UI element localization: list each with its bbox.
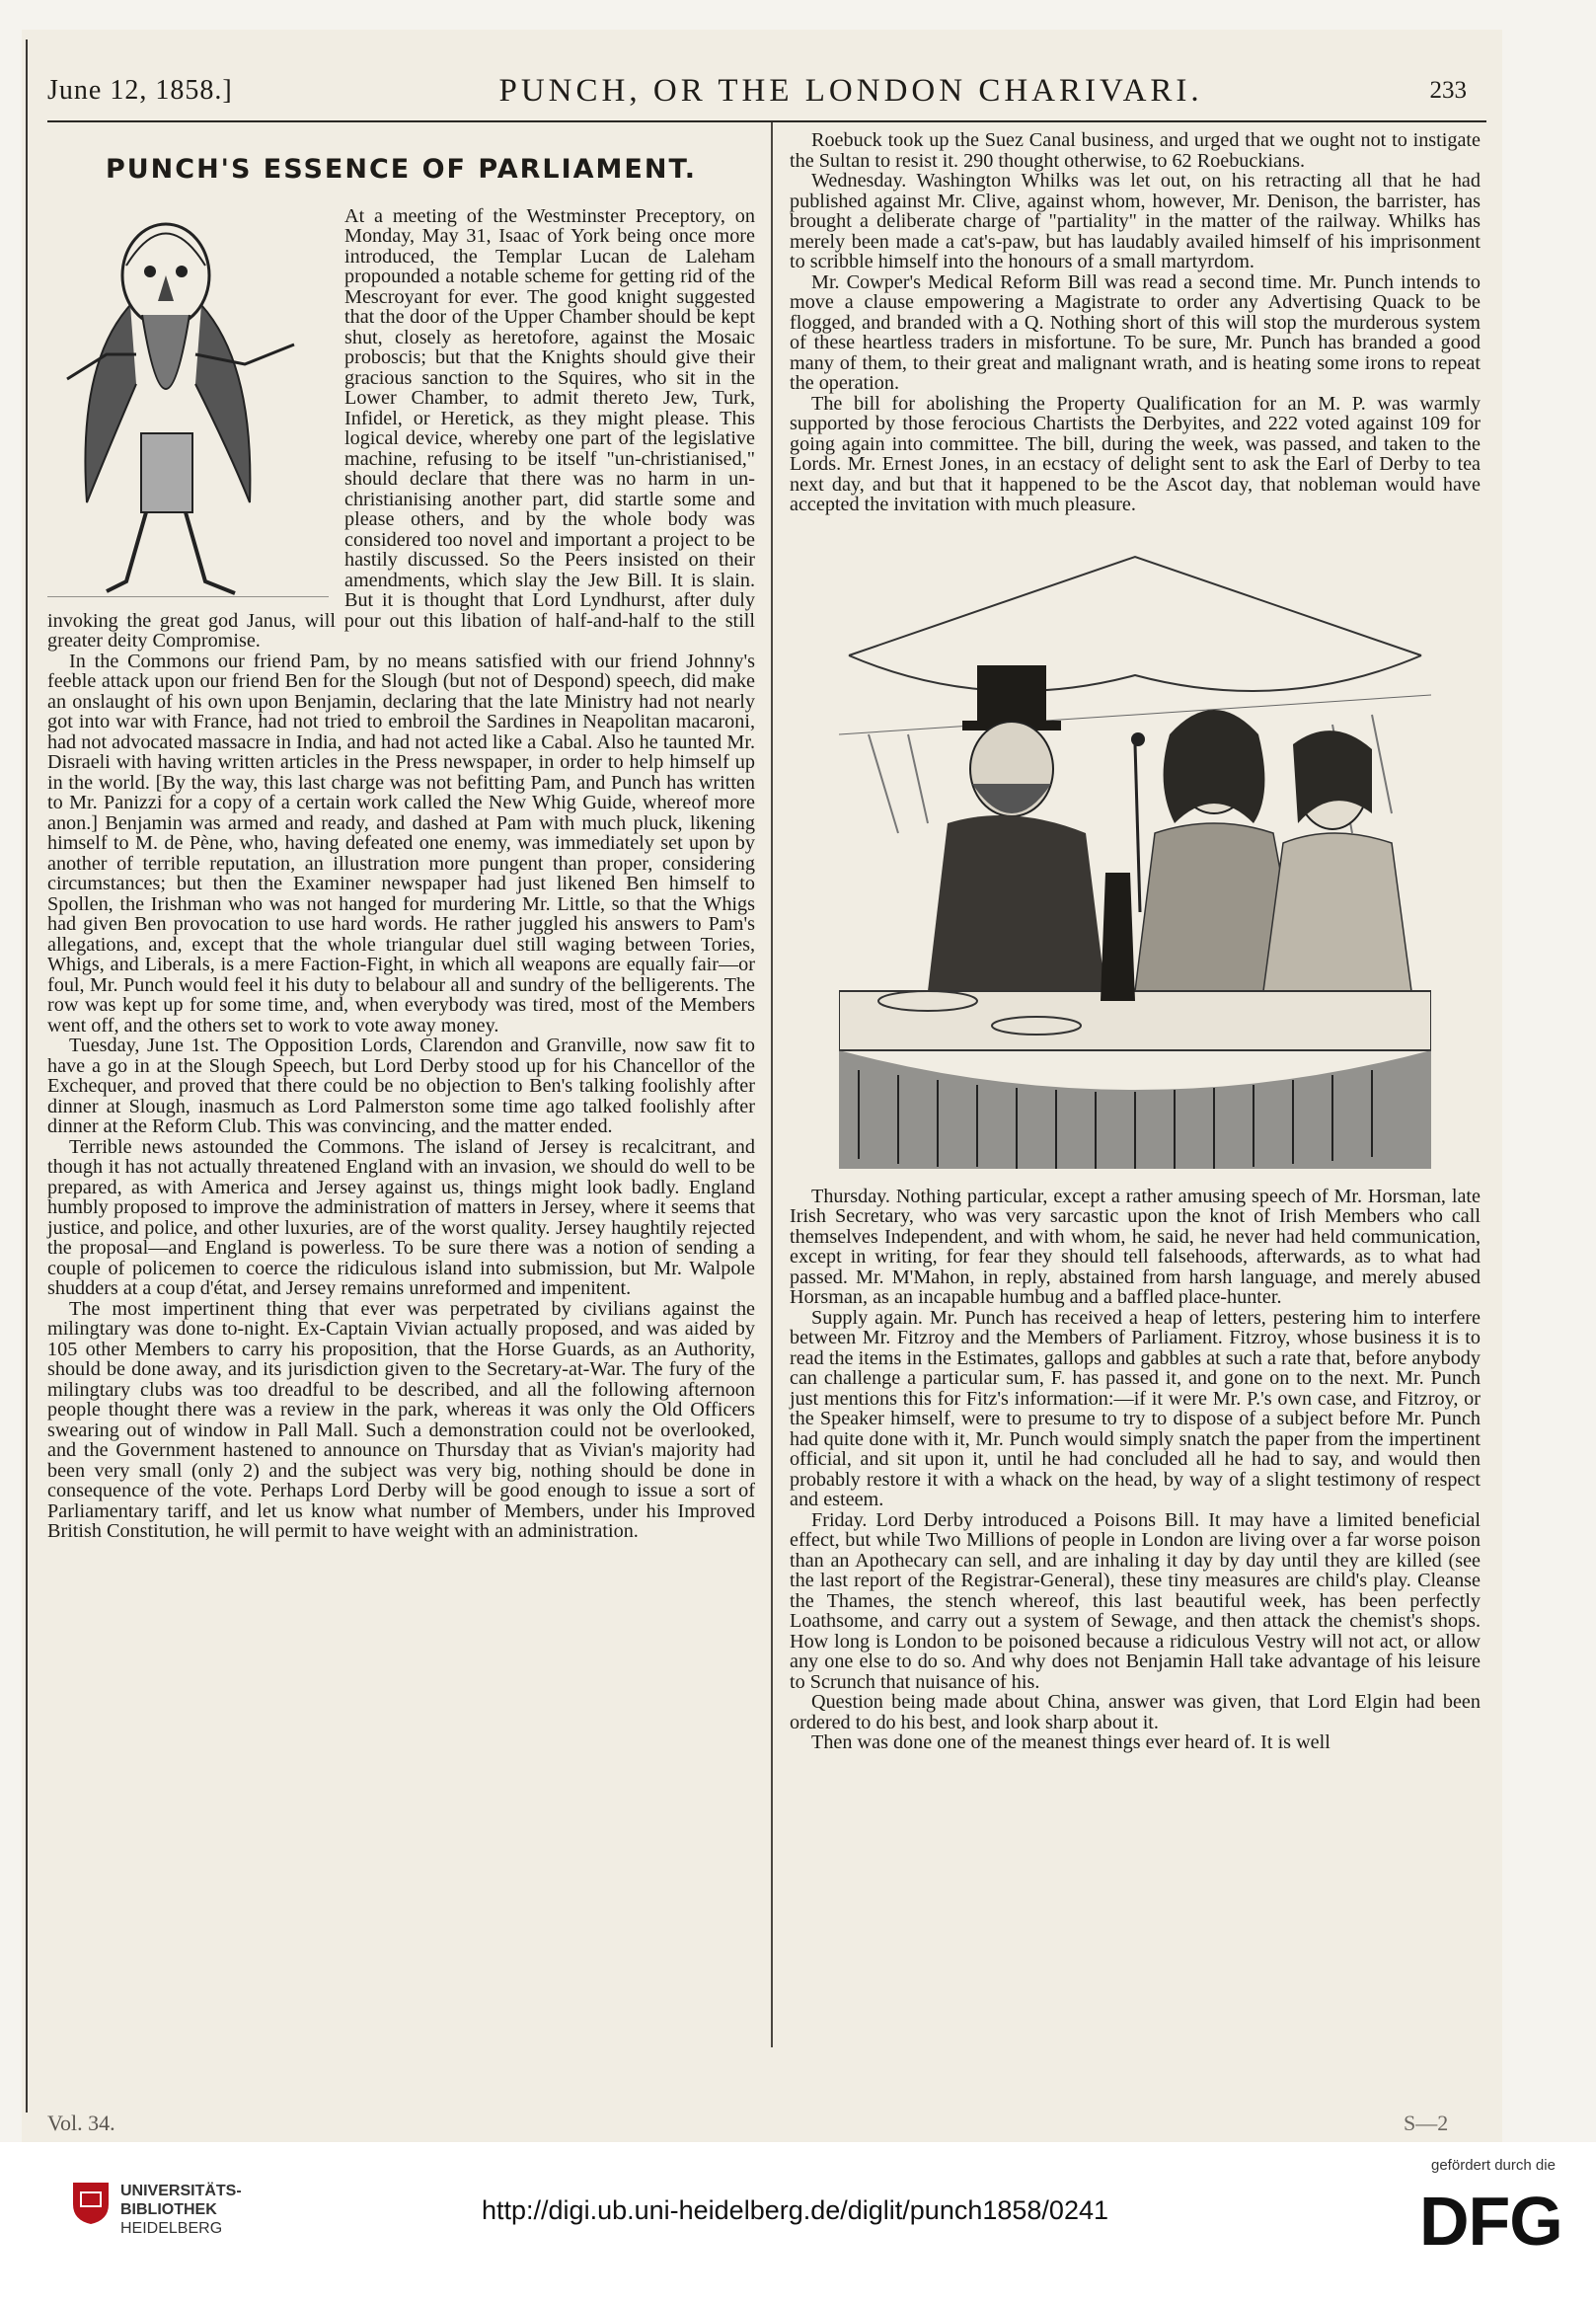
paragraph: The most impertinent thing that ever was perpetrated by civilians against the milingtary was done to-night. Ex-Captain Vivian actually proposed, and was aided by 105 other Members to carry his proposition, that the Horse Guards, as an Authority, should be done away, and its jurisdiction given to the Secretary-at-War. The fury of the milingtary clubs was too dreadful to be described, and all the following afternoon people thought there was a review in the park, whereas it was only the Old Officers swearing out of window in Pall Mall. Such a demonstration could not be overlooked, and the Government hastened to announce on Thursday that as Vivian's majority had been very small (only 2) and the subject was very big, nothing should be done in consequence of the vote. Perhaps Lord Derby will be good enough to issue a sort of Parliamentary tariff, and let us know what number of Members, under his Improved British Constitution, he will permit to have weight with an administration. (47, 1297, 755, 1542)
university-seal-icon (69, 2179, 113, 2231)
paragraph: Thursday. Nothing particular, except a rather amusing speech of Mr. Horsman, late Irish Secretary, who was very sarcastic upon the knot of Irish Members who call themselves Independent, and with whom, he said, he never had held communication, except in writing, for fear they should tell falsehoods, afterwards, as to what had passed. Mr. M'Mahon, in reply, abstained from harsh language, and merely abused Horsman, as an incapable humbug and a baffled place-hunter. (790, 1185, 1481, 1308)
volume-number: Vol. 34. (47, 2111, 115, 2135)
paragraph: Question being made about China, answer was given, that Lord Elgin had been ordered to do his best, and look sharp about it. (790, 1691, 1481, 1733)
issue-date: June 12, 1858.] (47, 75, 233, 106)
paragraph: The bill for abolishing the Property Qualification for an M. P. was warmly supported by those ferocious Chartists the Derbyites, and 222 voted against 109 for going again into committee. The bill, during the week, was passed, and taken to the Lords. Mr. Ernest Jones, in an ecstacy of delight sent to ask the Earl of Derby to tea next day, and but that it happened to be the Ascot day, that nobleman would have accepted the invitation with much pleasure. (790, 392, 1481, 515)
ascot-luncheon-illustration (839, 537, 1431, 1169)
paragraph: Tuesday, June 1st. The Opposition Lords, Clarendon and Granville, now saw fit to have a go in at the Slough Speech, but Lord Derby stood up for his Chancellor of the Exchequer, and proved that there could be no objection to Ben's talking foolishly after dinner at Slough, inasmuch as Lord Palmerston some time ago talked foolishly after dinner at the Reform Club. This was convincing, and the matter ended. (47, 1035, 755, 1137)
dfg-logo: DFG (1419, 2183, 1562, 2260)
paragraph: In the Commons our friend Pam, by no means satisfied with our friend Johnny's feeble attack upon our friend Ben for the Slough (but not of Despond) speech, did make an onslaught of his own upon Benjamin, declaring that the late Ministry had not nearly got into war with France, had not tried to embroil the Sardines in Neapolitan macaroni, had not advocated massacre in India, and had not acted like a Cabal. Also he taunted Mr. Disraeli with having written articles in the Press newspaper, in order to help himself up in the world. [By the way, this last charge was not befitting Pam, and Punch has written to Mr. Panizzi for a copy of a certain work called the New Whig Guide, whereof more anon.] Benjamin was armed and ready, and dashed at Pam with much pluck, likening himself to M. de Pène, who, having defeated one enemy, was immediately set upon by another of terrible reputation, an illustration more pungent than proper, considering circumstances; but then the Examiner newspaper had just likened Ben himself to Spollen, the Irishman who was not hanged for murdering Mr. Little, so that the Whigs had given Ben provocation to use hard words. He rather juggled his answers to Pam's allegations, and, except that the whole triangular duel still waging between Tories, Whigs, and Liberals, is a mere Faction-Fight, in which all weapons are equally fair—or foul, Mr. Punch would feel it his duty to belabour all and sundry of the belligerents. The row was kept up for some time, and, when everybody was tired, most of the Members went off, and the others set to work to vote away money. (47, 650, 755, 1037)
signature-mark: S—2 (1404, 2111, 1449, 2135)
left-column (47, 130, 755, 1542)
paragraph: Roebuck took up the Suez Canal business, and urged that we ought not to instigate the Sultan to resist it. 290 thought otherwise, to 62 Roebuckians. (790, 129, 1481, 172)
paragraph: Friday. Lord Derby introduced a Poisons Bill. It may have a limited beneficial effect, but while Two Millions of people in London are living over a far worse poison than an Apothecary can sell, and are inhaling it day by day until they are killed (see the last report of the Registrar-General), these tiny measures are child's play. Cleanse the Thames, the stench whereof, this last beautiful week, has been perfectly Loathsome, and carry out a system of Sewage, and then attack the chemist's shops. How long is London to be poisoned because a ridiculous Vestry will not act, or allow any one else to do so. And why does not Benjamin Hall take advantage of his leisure to Scrunch that nuisance of his. (790, 1508, 1481, 1693)
page-number: 233 (1429, 77, 1467, 104)
page-edge (26, 39, 28, 2113)
bearded-figure-cartoon (47, 206, 329, 597)
source-url-link[interactable]: http://digi.ub.uni-heidelberg.de/diglit/punch1858/0241 (482, 2195, 1108, 2225)
magazine-title: PUNCH, OR THE LONDON CHARIVARI. (498, 72, 1203, 109)
paragraph: At a meeting of the Westminster Preceptory, on Monday, May 31, Isaac of York being once more introduced, the Templar Lucan de Laleham propounded a notable scheme for getting rid of the Mescroyant for ever. The good knight suggested that the door of the Upper Chamber should be kept shut, closely as heretofore, against the Mosaic proboscis; but that the Knights should give their gracious sanction to the Squires, who sit in the Lower Chamber, to admit thereto Jew, Turk, Infidel, or Heretick, as they might please. This logical device, whereby one part of the legislative machine, refusing to be itself "un-christianised," should declare that there was no harm in un-christianising another part, did startle some and please others, and by the whole body was considered too novel and important a project to be hastily discussed. So the Peers insisted on their amendments, which slay the Jew Bill. It is slain. But it is thought that Lord Lyndhurst, after duly invoking the great god Janus, will pour out this libation of half-and-half to the still greater deity Compromise. (47, 204, 755, 652)
paragraph: Terrible news astounded the Commons. The island of Jersey is recalcitrant, and though it has not actually threatened England with an invasion, we should do well to be prepared, as with America and Jersey against us, things might look badly. England humbly proposed to improve the administration of matters in Jersey, where it seems that justice, and police, and other luxuries, are of the worst quality. Jersey haughtily rejected the proposal—and England is powerless. To be sure there was a notion of sending a couple of policemen to coerce the ridiculous island into submission, but Mr. Walpole shudders at a coup d'état, and Jersey remains unreformed and impenitent. (47, 1135, 755, 1299)
article-heading: PUNCH'S ESSENCE OF PARLIAMENT. (105, 154, 698, 185)
paragraph: Then was done one of the meanest things ever heard of. It is well (811, 1731, 1330, 1753)
library-name: UNIVERSITÄTS- BIBLIOTHEK HEIDELBERG (120, 2183, 242, 2237)
paragraph: Mr. Cowper's Medical Reform Bill was read a second time. Mr. Punch intends to move a clause empowering a Magistrate to order any Advertising Quack to be flogged, and branded with a Q. Nothing short of this will stop the murderous system of these heartless traders in misfortune. To be sure, Mr. Punch has branded a good many of them, to their great and malignant wrath, and is heating some irons to repeat the operation. (790, 270, 1481, 394)
right-column (790, 130, 1481, 1753)
column-divider (771, 122, 773, 2047)
paragraph: Wednesday. Washington Whilks was let out, on his retracting all that he had published against Mr. Clive, against whom, however, Mr. Denison, the barrister, has brought a deliberate charge of "partiality" in the matter of the railway. Whilks has merely been made a cat's-paw, but has laudably availed himself of his imprisonment to scribble himself into the honours of a small martyrdom. (790, 170, 1481, 272)
paragraph: Supply again. Mr. Punch has received a heap of letters, pestering him to interfere between Mr. Fitzroy and the Members of Parliament. Fitzroy, whose business it is to read the items in the Estimates, gallops and gabbles at such a rate that, before anybody can challenge a particular sum, F. has passed it, and gone on to the next. Mr. Punch just mentions this for Fitz's information:—if it were Mr. P.'s own case, and Fitzroy, or the Speaker himself, were to presume to try to dispose of a subject before Mr. Punch had quite done with it, Mr. Punch would simply snatch the paper from the impertinent official, and sit upon it, until he had concluded all he had to say, and would then probably restore it with a whack on the head, by way of a slight testimony of respect and esteem. (790, 1306, 1481, 1510)
running-head (47, 61, 1486, 122)
funded-by-label: gefördert durch die (1431, 2157, 1556, 2174)
